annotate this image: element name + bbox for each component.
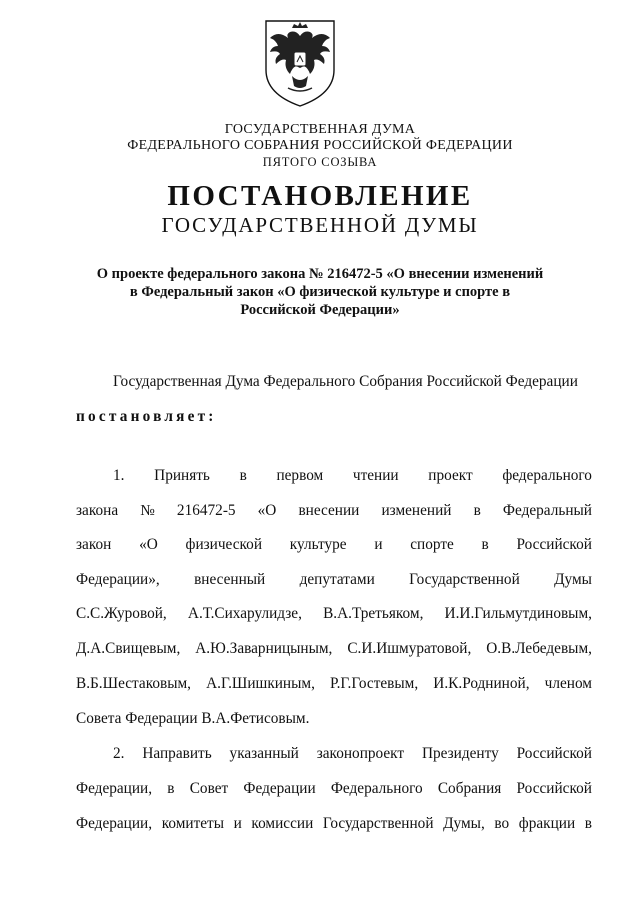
- word: Российской: [516, 536, 592, 554]
- word: №: [140, 501, 155, 519]
- word: внесенный: [194, 570, 266, 588]
- word: Президенту: [421, 745, 499, 762]
- word: внесении: [298, 501, 360, 519]
- word: федерального: [502, 467, 592, 484]
- word: депутатами: [299, 570, 375, 588]
- word: членом: [544, 674, 592, 692]
- header-line-3: ПЯТОГО СОЗЫВА: [262, 155, 378, 169]
- word: С.С.Журовой,: [76, 605, 167, 623]
- word: комитеты: [161, 815, 225, 832]
- word: Думы: [554, 570, 592, 588]
- word: «О: [139, 536, 158, 554]
- word: И.И.Гильмутдиновым,: [444, 605, 592, 623]
- p1-line: [76, 501, 592, 521]
- word: И.К.Родниной,: [433, 674, 530, 692]
- word: в: [167, 780, 175, 797]
- word: А.Ю.Заварницыным,: [195, 640, 333, 657]
- word: чтении: [352, 467, 399, 484]
- word: указанный: [229, 745, 299, 762]
- word: О.В.Лебедевым,: [486, 640, 592, 657]
- word: Российской: [516, 745, 592, 762]
- word: изменений: [381, 501, 452, 519]
- p1-line: [113, 466, 592, 486]
- word: С.И.Ишмуратовой,: [347, 640, 472, 657]
- p1-line: [76, 604, 592, 624]
- word: А.Г.Шишкиным,: [206, 674, 315, 692]
- word: законопроект: [316, 745, 405, 762]
- p2-line: [76, 779, 592, 799]
- word: Федерации»,: [76, 570, 160, 588]
- resolution-subject: О проекте федерального закона № 216472-5 «О внесении изменений в Федеральный закон «О физической культуре и спорте в Российской Федерации»: [96, 266, 544, 318]
- document-title: ПОСТАНОВЛЕНИЕ: [167, 180, 473, 212]
- word: закон: [76, 536, 112, 554]
- word: в: [584, 815, 592, 832]
- word: В.А.Третьяком,: [323, 605, 424, 623]
- p1-line: [76, 639, 592, 659]
- word: первом: [276, 467, 324, 484]
- p2-line: [76, 814, 592, 834]
- paragraph-1-last-line: Совета Федерации В.А.Фетисовым.: [76, 710, 310, 727]
- word: Направить: [142, 745, 212, 762]
- word: Р.Г.Гостевым,: [330, 674, 419, 692]
- word: 1.: [113, 467, 125, 484]
- word: в: [239, 467, 247, 484]
- word: в: [481, 536, 489, 554]
- word: Думы,: [443, 815, 485, 832]
- word: и: [233, 815, 242, 832]
- word: А.Т.Сихарулидзе,: [187, 605, 302, 623]
- word: и: [374, 536, 383, 554]
- preamble-line: Государственная Дума Федерального Собрания Российской Федерации: [113, 373, 578, 390]
- word: В.Б.Шестаковым,: [76, 674, 191, 692]
- word: Федерации,: [76, 780, 153, 797]
- word: в: [473, 501, 481, 519]
- word: Федерации,: [76, 815, 153, 832]
- word: фракции: [518, 815, 576, 832]
- word: 2.: [113, 745, 125, 762]
- header-line-1: ГОСУДАРСТВЕННАЯ ДУМА: [224, 122, 416, 137]
- word: Совет: [189, 780, 229, 797]
- word: Государственной: [322, 815, 434, 832]
- word: Собрания: [437, 780, 502, 797]
- russian-coat-of-arms-icon: [262, 18, 338, 108]
- word: Государственной: [409, 570, 520, 588]
- word: Федерации: [243, 780, 316, 797]
- p1-line: [76, 674, 592, 694]
- word: Д.А.Свищевым,: [76, 640, 181, 657]
- word: Принять: [154, 467, 210, 484]
- p1-line: [76, 570, 592, 590]
- word: во: [494, 815, 510, 832]
- p1-line: [76, 535, 592, 555]
- word: 216472-5: [176, 501, 236, 519]
- word: Федеральный: [502, 501, 592, 519]
- word: комиссии: [251, 815, 314, 832]
- document-subtitle: ГОСУДАРСТВЕННОЙ ДУМЫ: [161, 213, 479, 237]
- word: Федерального: [330, 780, 423, 797]
- word: Российской: [516, 780, 592, 797]
- word: спорте: [410, 536, 454, 554]
- word: проект: [428, 467, 473, 484]
- word: культуре: [289, 536, 347, 554]
- word: «О: [257, 501, 277, 519]
- header-line-2: ФЕДЕРАЛЬНОГО СОБРАНИЯ РОССИЙСКОЙ ФЕДЕРАЦИИ: [127, 138, 513, 153]
- preamble-verb: постановляет:: [76, 408, 217, 425]
- word: закона: [76, 501, 119, 519]
- p2-line: [113, 744, 592, 764]
- word: физической: [185, 536, 263, 554]
